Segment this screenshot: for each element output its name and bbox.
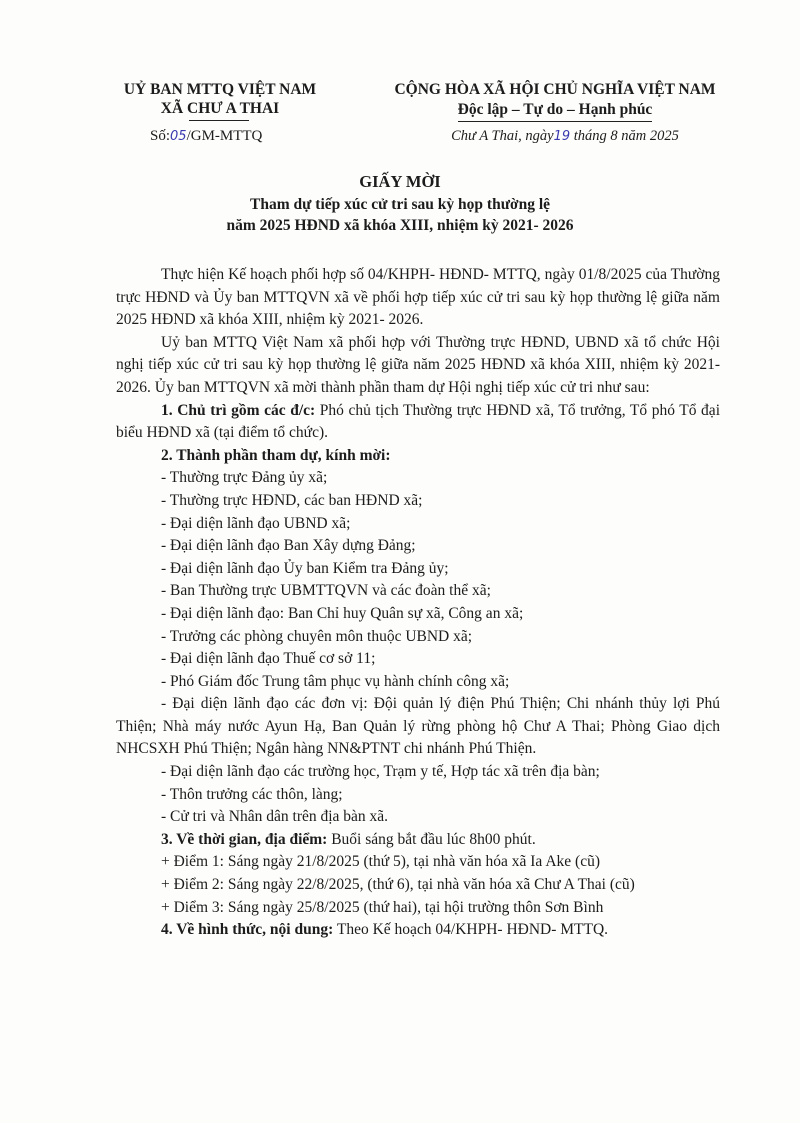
document-body bbox=[116, 264, 720, 942]
list-item: - Thôn trưởng các thôn, làng; bbox=[161, 785, 343, 803]
list-item: - Thường trực Đảng ủy xã; bbox=[161, 469, 328, 487]
national-header bbox=[360, 80, 750, 122]
handwritten-day: 19 bbox=[553, 129, 571, 144]
document-title: GIẤY MỜI bbox=[359, 172, 441, 191]
section-4-text: Theo Kế hoạch 04/KHPH- HĐND- MTTQ. bbox=[333, 921, 609, 939]
list-item: - Đại diện lãnh đạo Ban Xây dựng Đảng; bbox=[161, 537, 416, 555]
location-point-1: + Điểm 1: Sáng ngày 21/8/2025 (thứ 5), tại nhà văn hóa xã Ia Ake (cũ) bbox=[161, 853, 600, 871]
paragraph-1: Thực hiện Kế hoạch phối hợp số 04/KHPH- HĐND- MTTQ, ngày 01/8/2025 của Thường trực HĐND và Ủy ban MTTQVN xã về phối hợp tiếp xúc cử tri sau kỳ họp thường lệ giữa năm 2025 HĐND xã khóa XIII, nhiệm kỳ 2021- 2026. bbox=[116, 266, 720, 329]
list-item: - Đại diện lãnh đạo Thuế cơ sở 11; bbox=[161, 650, 376, 668]
country-name: CỘNG HÒA XÃ HỘI CHỦ NGHĨA VIỆT NAM bbox=[394, 81, 716, 98]
list-item: - Phó Giám đốc Trung tâm phục vụ hành chính công xã; bbox=[161, 672, 510, 690]
location-point-3: + Diểm 3: Sáng ngày 25/8/2025 (thứ hai), tại hội trường thôn Sơn Bình bbox=[161, 898, 604, 916]
section-4 bbox=[116, 919, 720, 942]
section-3-heading: 3. Về thời gian, địa điểm: bbox=[161, 830, 328, 848]
handwritten-number: 05 bbox=[170, 129, 187, 144]
document-subtitle bbox=[0, 194, 800, 236]
list-item: - Trưởng các phòng chuyên môn thuộc UBND xã; bbox=[161, 627, 473, 645]
section-3-text: Buổi sáng bắt đầu lúc 8h00 phút. bbox=[327, 830, 536, 848]
subtitle-line-2: năm 2025 HĐND xã khóa XIII, nhiệm kỳ 2021- 2026 bbox=[226, 217, 574, 234]
issuing-organization bbox=[100, 80, 340, 118]
issue-date: Chư A Thai, ngày19 tháng 8 năm 2025 bbox=[451, 128, 679, 144]
list-item: - Cử tri và Nhân dân trên địa bàn xã. bbox=[161, 808, 389, 826]
section-3 bbox=[116, 829, 720, 852]
location-point-2: + Điểm 2: Sáng ngày 22/8/2025, (thứ 6), tại nhà văn hóa xã Chư A Thai (cũ) bbox=[161, 876, 635, 894]
list-item: - Đại diện lãnh đạo UBND xã; bbox=[161, 514, 351, 532]
section-1 bbox=[116, 400, 720, 445]
section-1-text: Phó chủ tịch Thường trực HĐND xã, Tổ trưởng, Tổ phó Tổ đại biểu HĐND xã (tại điểm tổ chức). bbox=[116, 401, 720, 442]
list-item: - Đại diện lãnh đạo các trường học, Trạm y tế, Hợp tác xã trên địa bàn; bbox=[161, 763, 600, 781]
paragraph-2: Uỷ ban MTTQ Việt Nam xã phối hợp với Thường trực HĐND, UBND xã tổ chức Hội nghị tiếp xúc cử tri sau kỳ họp thường lệ giữa năm 2025 HĐND xã khóa XIII, nhiệm kỳ 2021- 2026. Ủy ban MTTQVN xã mời thành phần tham dự Hội nghị tiếp xúc cử tri như sau: bbox=[116, 333, 720, 396]
section-4-heading: 4. Về hình thức, nội dung: bbox=[161, 921, 334, 939]
list-item-long: - Đại diện lãnh đạo các đơn vị: Đội quản lý điện Phú Thiện; Chi nhánh thủy lợi Phú Thiện; Nhà máy nước Ayun Hạ, Ban Quản lý rừng phòng hộ Chư A Thai; Phòng Giao dịch NHCSXH Phú Thiện; Ngân hàng NN&PTNT chi nhánh Phú Thiện. bbox=[116, 695, 720, 758]
list-item: - Đại diện lãnh đạo Ủy ban Kiểm tra Đảng ủy; bbox=[161, 559, 449, 577]
national-motto: Độc lập – Tự do – Hạnh phúc bbox=[458, 100, 653, 122]
org-line-2: XÃ CHƯ A THAI bbox=[160, 100, 280, 117]
document-number: Số:05/GM-MTTQ bbox=[150, 128, 263, 144]
section-2-heading: 2. Thành phần tham dự, kính mời: bbox=[161, 446, 391, 464]
list-item: - Ban Thường trực UBMTTQVN và các đoàn thể xã; bbox=[161, 582, 491, 600]
org-line-1: UỶ BAN MTTQ VIỆT NAM bbox=[123, 81, 317, 98]
list-item: - Đại diện lãnh đạo: Ban Chỉ huy Quân sự xã, Công an xã; bbox=[161, 604, 524, 622]
list-item: - Thường trực HĐND, các ban HĐND xã; bbox=[161, 491, 423, 509]
subtitle-line-1: Tham dự tiếp xúc cử tri sau kỳ họp thường lệ bbox=[249, 196, 551, 213]
section-1-heading: 1. Chủ trì gồm các đ/c: bbox=[161, 401, 316, 419]
